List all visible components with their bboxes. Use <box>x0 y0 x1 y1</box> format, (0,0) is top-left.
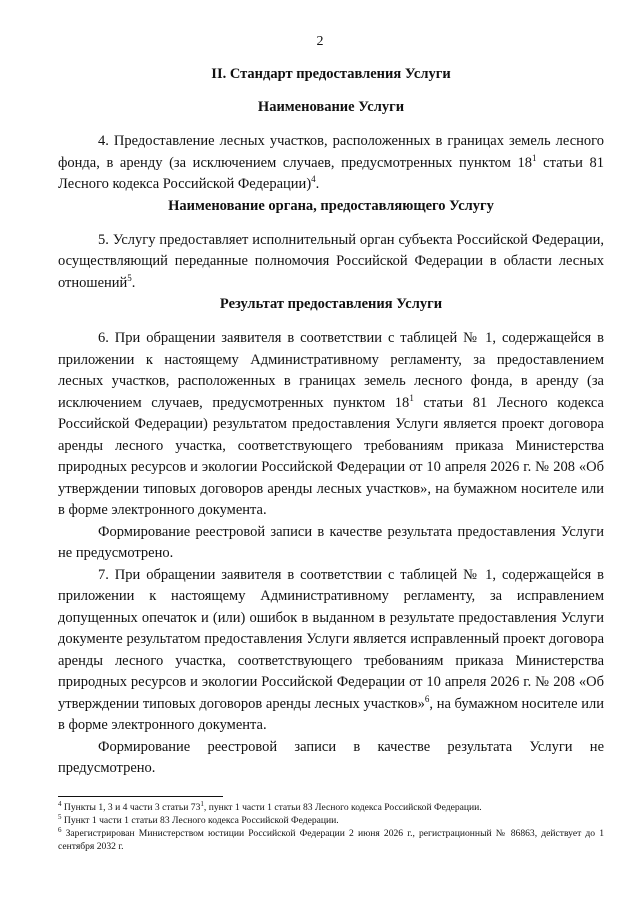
paragraph-7: 7. При обращении заявителя в соответствии с таблицей № 1, содержащейся в приложении к настоящему Административному регламенту, за исправлением допущенных опечаток и (или) ошибок в выданном в результате предоставления Услуги документе результатом предоставления Услуги является исправленный проект договора аренды лесного участка, соответствующего требованиям приказа Министерства природных ресурсов и экологии Российской Федерации от 10 апреля 2026 г. № 208 «Об утверждении типовых договоров аренды лесных участков»$^6$, на бумажном носителе или в форме электронного документа. <box>58 566 604 733</box>
paragraph-4: 4. Предоставление лесных участков, расположенных в границах земель лесного фонда, в аренду (за исключением случаев, предусмотренных пунктом $18^1$ статьи 81 Лесного кодекса Российской Федерации)$^4$. <box>58 133 604 192</box>
paragraph-6-registry: Формирование реестровой записи в качестве результата предоставления Услуги не предусмотрено. <box>58 523 604 561</box>
footnote-ref-4[interactable]: 4 <box>311 174 316 185</box>
paragraph-6: 6. При обращении заявителя в соответствии с таблицей № 1, содержащейся в приложении к настоящему Административному регламенту, за предоставлением лесных участков, расположенных в границах земель лесного фонда, в аренду (за исключением случаев, предусмотренных пунктом $18^1$ статьи 81 Лесного кодекса Российской Федерации) результатом предоставления Услуги является проект договора аренды лесного участка, соответствующего требованиям приказа Министерства природных ресурсов и экологии Российской Федерации от 10 апреля 2026 г. № 208 «Об утверждении типовых договоров аренды лесных участков», на бумажном носителе или в форме электронного документа. <box>58 330 604 518</box>
subheading-result: Результат предоставления Услуги <box>219 296 443 312</box>
footnote-4: $^4$ Пункты 1, 3 и 4 части 3 статьи $73^1$, пункт 1 части 1 статьи 83 Лесного кодекса Российской Федерации. <box>58 799 482 813</box>
footnote-ref-5[interactable]: 5 <box>127 272 132 283</box>
section-title: II. Стандарт предоставления Услуги <box>211 66 451 82</box>
superscript: 1 <box>532 152 537 163</box>
paragraph-5: 5. Услугу предоставляет исполнительный орган субъекта Российской Федерации, осуществляющий переданные полномочия Российской Федерации в области лесных отношений$^5$. <box>58 231 604 291</box>
footnote-5: $^5$ Пункт 1 части 1 статьи 83 Лесного кодекса Российской Федерации. <box>58 812 339 826</box>
footnotes <box>58 796 604 853</box>
subheading-authority: Наименование органа, предоставляющего Услугу <box>168 197 494 214</box>
paragraph-7-registry: Формирование реестровой записи в качестве результата Услуги не предусмотрено. <box>58 738 604 776</box>
page-number: 2 <box>316 34 324 49</box>
document-body <box>58 62 604 780</box>
superscript: 1 <box>409 392 414 403</box>
footnote-ref-6[interactable]: 6 <box>424 693 430 704</box>
subheading-service-name: Наименование Услуги <box>257 99 405 115</box>
footnote-separator <box>58 796 223 797</box>
footnote-6: $^6$ Зарегистрирован Министерством юстиции Российской Федерации 2 июня 2026 г., регистрационный № 86863, действует до 1 сентября 2032 г. <box>58 825 604 852</box>
